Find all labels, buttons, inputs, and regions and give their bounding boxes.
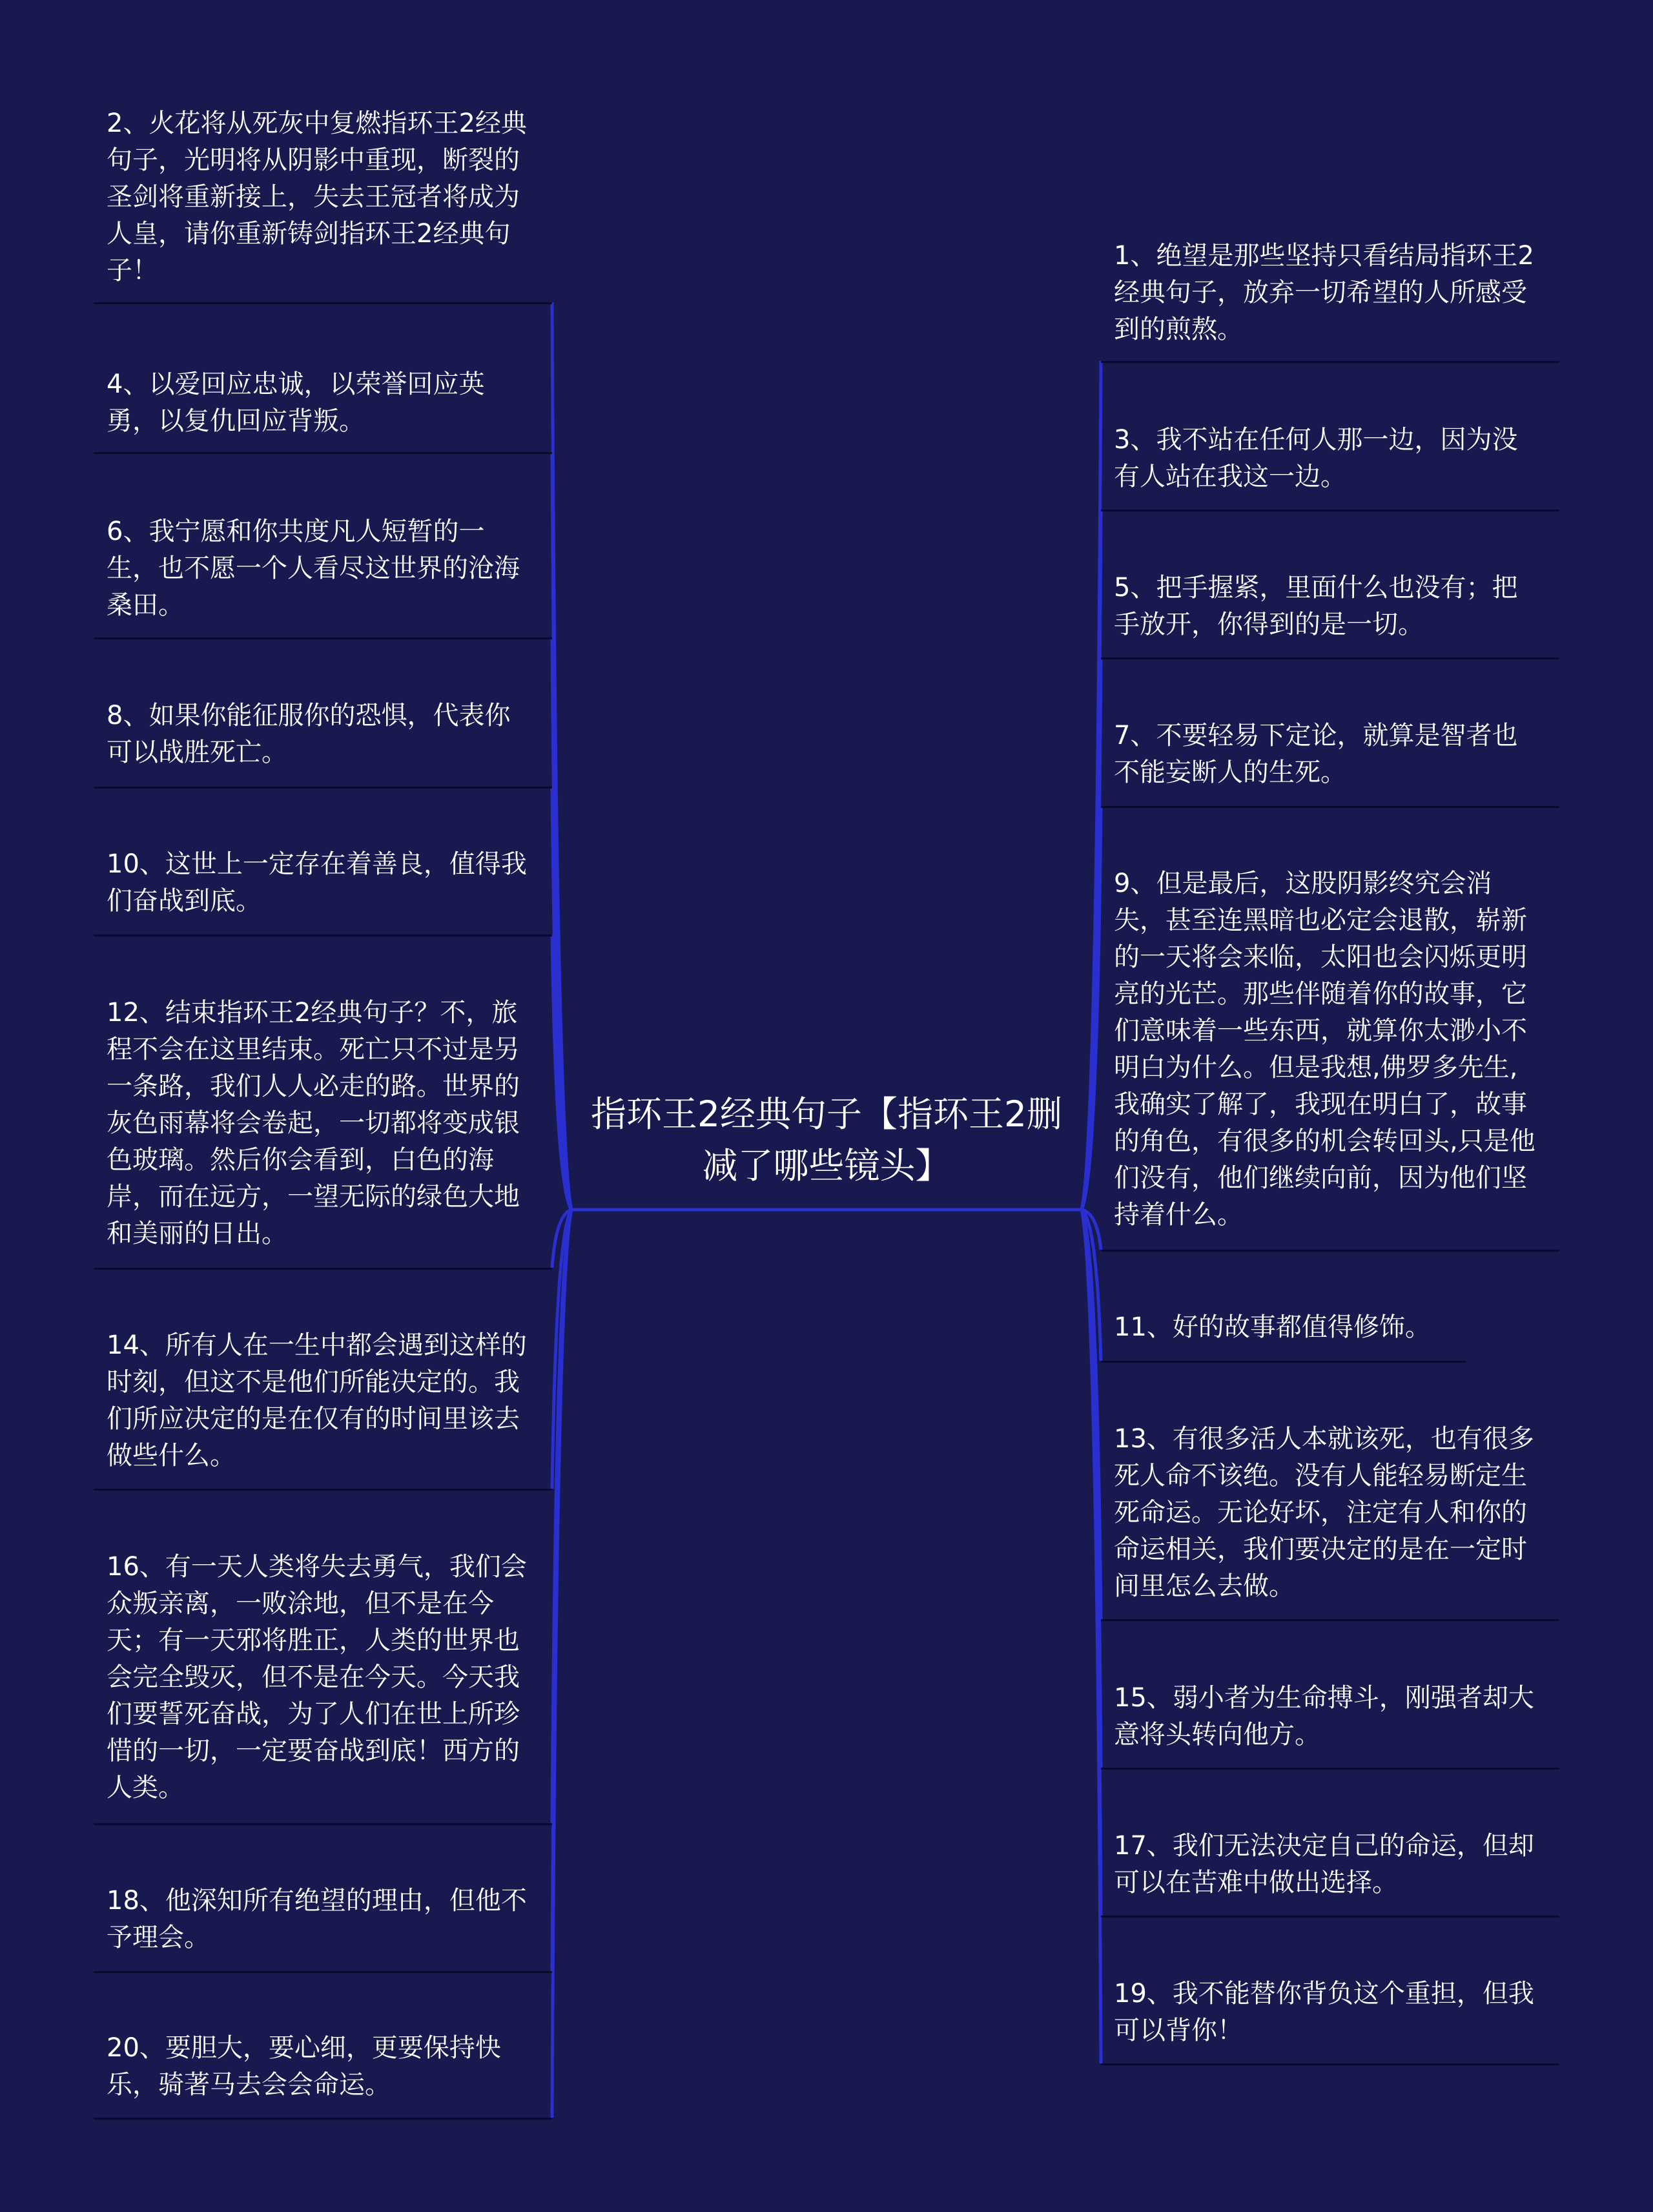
left-node-4[interactable]: 8、如果你能征服你的恐惧，代表你可以战胜死亡。	[107, 701, 511, 767]
left-node-10-underline	[94, 2118, 552, 2120]
right-node-9-underline	[1101, 1916, 1559, 1917]
right-connector-10	[1082, 1210, 1101, 2063]
left-node-5[interactable]: 10、这世上一定存在着善良，值得我们奋战到底。	[107, 849, 527, 916]
left-node-1-underline	[94, 302, 552, 304]
left-node-8-underline	[94, 1823, 552, 1825]
left-node-3[interactable]: 6、我宁愿和你共度凡人短暂的一生，也不愿一个人看尽这世界的沧海桑田。	[107, 517, 520, 620]
right-node-10-underline	[1101, 2063, 1559, 2065]
right-node-4-underline	[1101, 806, 1559, 808]
left-node-8[interactable]: 16、有一天人类将失去勇气，我们会众叛亲离，一败涂地，但不是在今天；有一天邪将胜正，人类的世界也会完全毁灭，但不是在今天。今天我们要誓死奋战，为了人们在世上所珍惜的一切，一定要奋战到底！西方的人类。	[107, 1552, 527, 1803]
right-node-1[interactable]: 1、绝望是那些坚持只看结局指环王2经典句子，放弃一切希望的人所感受到的煎熬。	[1114, 241, 1534, 344]
left-node-5-underline	[94, 935, 552, 936]
right-node-9[interactable]: 17、我们无法决定自己的命运，但却可以在苦难中做出选择。	[1114, 1831, 1534, 1897]
left-node-2-underline	[94, 452, 552, 454]
left-node-10[interactable]: 20、要胆大，要心细，更要保持快乐，骑著马去会会命运。	[107, 2033, 501, 2100]
left-node-4-underline	[94, 787, 552, 789]
right-node-5[interactable]: 9、但是最后，这股阴影终究会消失，甚至连黑暗也必定会退散，崭新的一天将会来临，太阳也会闪烁更明亮的光芒。那些伴随着你的故事，它们意味着一些东西，就算你太渺小不明白为什么。但是我想,佛罗多先生,我确实了解了，我现在明白了，故事的角色，有很多的机会转回头,只是他们没有，他们继续向前，因为他们坚持着什么。	[1114, 869, 1535, 1230]
left-node-7-underline	[94, 1489, 552, 1491]
left-node-6-underline	[94, 1268, 552, 1270]
left-node-1[interactable]: 2、火花将从死灰中复燃指环王2经典句子，光明将从阴影中重现，断裂的圣剑将重新接上，失去王冠者将成为人皇，请你重新铸剑指环王2经典句子！	[107, 109, 527, 285]
right-node-5-underline	[1101, 1250, 1559, 1252]
right-node-10[interactable]: 19、我不能替你背负这个重担，但我可以背你！	[1114, 1979, 1534, 2045]
right-node-2-underline	[1101, 510, 1559, 512]
center-topic[interactable]: 指环王2经典句子【指环王2删减了哪些镜头】	[591, 1093, 1062, 1186]
left-node-7[interactable]: 14、所有人在一生中都会遇到这样的时刻，但这不是他们所能决定的。我们所应决定的是在仅有的时间里该去做些什么。	[107, 1330, 527, 1471]
left-node-9[interactable]: 18、他深知所有绝望的理由，但他不予理会。	[107, 1886, 527, 1952]
left-node-9-underline	[94, 1971, 552, 1973]
left-node-6[interactable]: 12、结束指环王2经典句子？不，旅程不会在这里结束。死亡只不过是另一条路，我们人人必走的路。世界的灰色雨幕将会卷起，一切都将变成银色玻璃。然后你会看到，白色的海岸，而在远方，一望无际的绿色大地和美丽的日出。	[107, 998, 520, 1248]
right-node-8-underline	[1101, 1768, 1559, 1770]
left-node-3-underline	[94, 637, 552, 639]
right-node-6[interactable]: 11、好的故事都值得修饰。	[1114, 1312, 1431, 1342]
right-node-3[interactable]: 5、把手握紧，里面什么也没有；把手放开，你得到的是一切。	[1114, 573, 1518, 639]
right-node-7[interactable]: 13、有很多活人本就该死，也有很多死人命不该绝。没有人能轻易断定生死命运。无论好坏，注定有人和你的命运相关，我们要决定的是在一定时间里怎么去做。	[1114, 1424, 1534, 1601]
right-node-2[interactable]: 3、我不站在任何人那一边，因为没有人站在我这一边。	[1114, 425, 1518, 491]
right-node-8[interactable]: 15、弱小者为生命搏斗，刚强者却大意将头转向他方。	[1114, 1683, 1534, 1750]
left-node-2[interactable]: 4、以爱回应忠诚，以荣誉回应英勇，以复仇回应背叛。	[107, 369, 485, 436]
right-node-1-underline	[1101, 361, 1559, 363]
right-node-6-underline	[1101, 1361, 1466, 1363]
right-node-7-underline	[1101, 1619, 1559, 1621]
right-node-3-underline	[1101, 657, 1559, 659]
right-node-4[interactable]: 7、不要轻易下定论，就算是智者也不能妄断人的生死。	[1114, 721, 1518, 787]
